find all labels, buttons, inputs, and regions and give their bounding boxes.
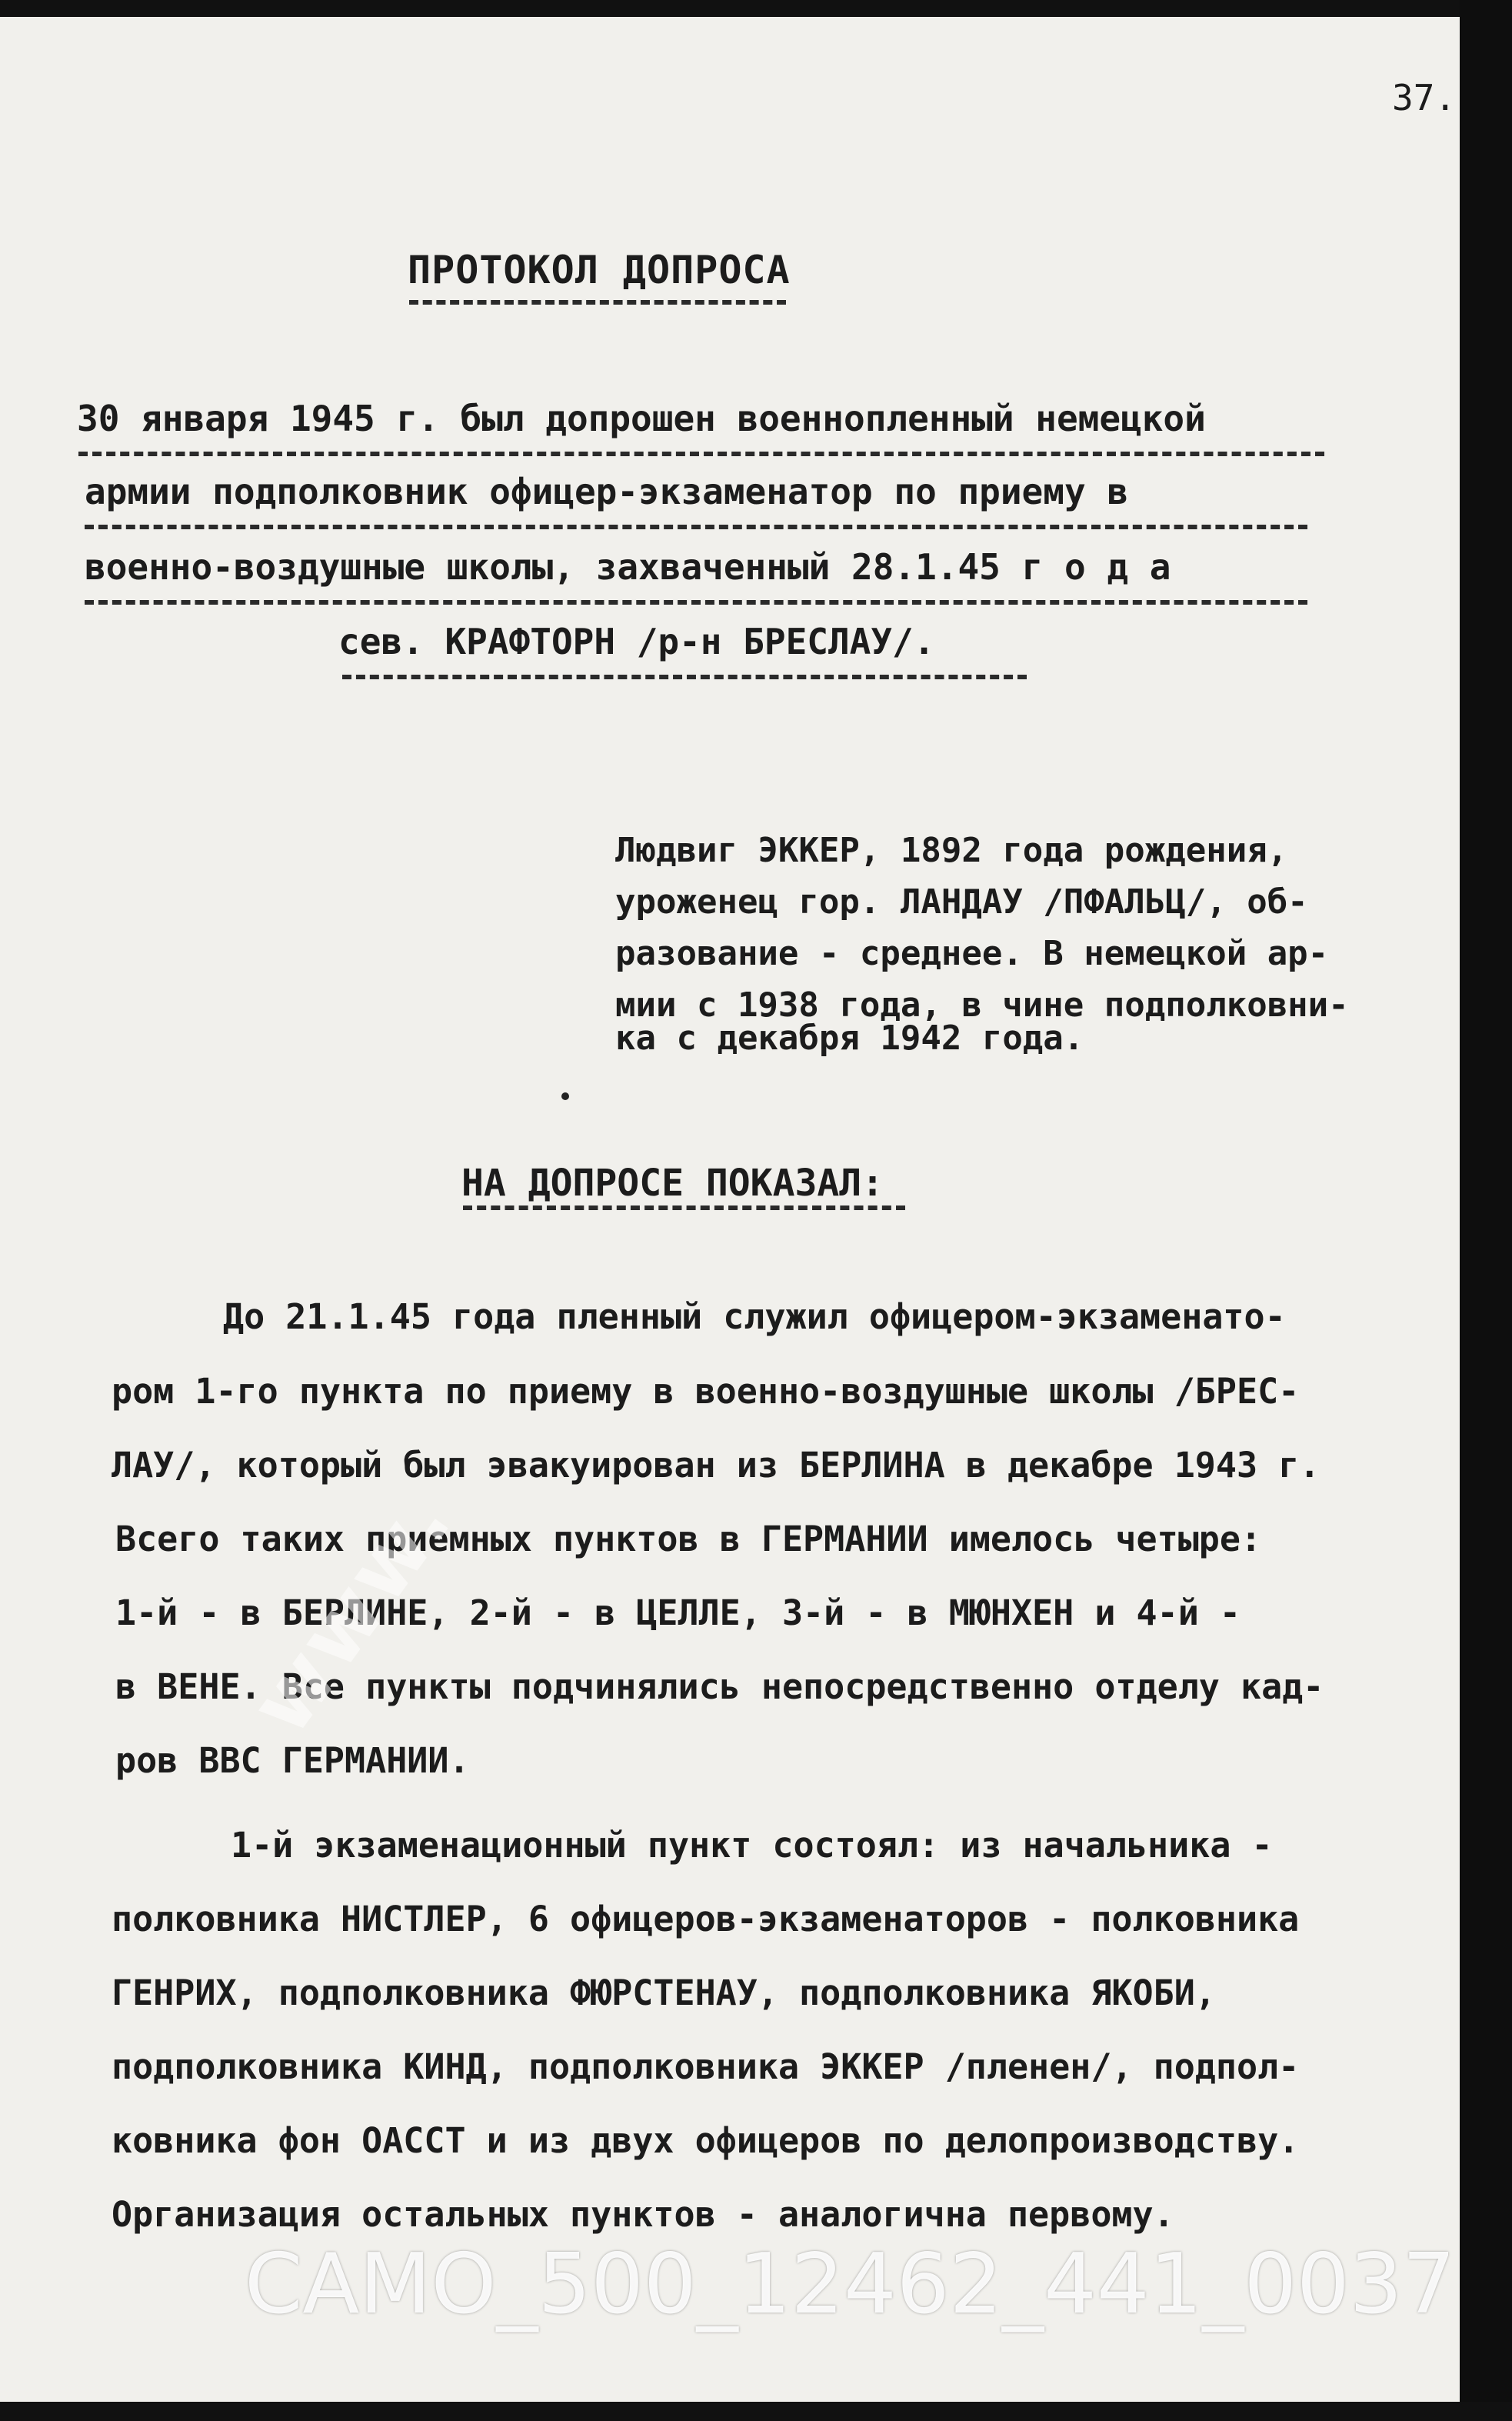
bio-line-3: разование - среднее. В немецкой ар- bbox=[615, 934, 1329, 973]
paragraph1-line-3: ЛАУ/, который был эвакуирован из БЕРЛИНА в декабре 1943 г. bbox=[112, 1445, 1321, 1486]
scan-border-top bbox=[0, 0, 1512, 17]
document-page bbox=[0, 17, 1460, 2402]
paragraph1-line-2: ром 1-го пункта по приему в военно-воздушные школы /БРЕС- bbox=[112, 1371, 1300, 1412]
diagonal-watermark: www. bbox=[231, 1472, 471, 1752]
bio-line-4: мии с 1938 года, в чине подполковни- bbox=[615, 985, 1349, 1025]
paragraph1-line-6: в ВЕНЕ. Все пункты подчинялись непосредственно отделу кад- bbox=[115, 1666, 1324, 1707]
intro-line-2: армии подполковник офицер-экзаменатор по приему в bbox=[85, 471, 1129, 512]
paragraph2-line-6: Организация остальных пунктов - аналогична первому. bbox=[112, 2194, 1174, 2235]
intro-line-3: военно-воздушные школы, захваченный 28.1.45 г о д а bbox=[85, 546, 1171, 588]
heading-underline bbox=[463, 1205, 905, 1210]
paragraph2-line-2: полковника НИСТЛЕР, 6 офицеров-экзаменаторов - полковника bbox=[112, 1899, 1300, 1939]
intro-underline-4 bbox=[342, 675, 1027, 679]
paragraph1-line-7: ров ВВС ГЕРМАНИИ. bbox=[115, 1740, 470, 1781]
paragraph2-line-4: подполковника КИНД, подполковника ЭККЕР /пленен/, подпол- bbox=[112, 2046, 1300, 2087]
section-heading: НА ДОПРОСЕ ПОКАЗАЛ: bbox=[461, 1162, 884, 1205]
page-number: 37. bbox=[1392, 77, 1457, 118]
document-title: ПРОТОКОЛ ДОПРОСА bbox=[408, 248, 791, 292]
paragraph2-line-3: ГЕНРИХ, подполковника ФЮРСТЕНАУ, подполковника ЯКОБИ, bbox=[112, 1972, 1216, 2013]
paragraph2-line-5: ковника фон ОАССТ и из двух офицеров по делопроизводству. bbox=[112, 2120, 1300, 2161]
bio-line-5: ка с декабря 1942 года. bbox=[615, 1019, 1084, 1058]
bio-line-2: уроженец гор. ЛАНДАУ /ПФАЛЬЦ/, об- bbox=[615, 882, 1308, 922]
ink-dot bbox=[561, 1092, 569, 1100]
paragraph1-line-1: До 21.1.45 года пленный служил офицером-экзаменато- bbox=[223, 1296, 1286, 1337]
intro-underline-2 bbox=[85, 525, 1307, 529]
title-underline bbox=[409, 300, 786, 305]
intro-line-4: сев. КРАФТОРН /р-н БРЕСЛАУ/. bbox=[338, 621, 935, 662]
intro-line-1: 30 января 1945 г. был допрошен военнопленный немецкой bbox=[77, 398, 1206, 439]
bio-line-1: Людвиг ЭККЕР, 1892 года рождения, bbox=[615, 831, 1288, 870]
intro-underline-1 bbox=[78, 452, 1324, 456]
intro-underline-3 bbox=[85, 600, 1307, 605]
scan-border-right bbox=[1460, 0, 1512, 2421]
paragraph1-line-5: 1-й - в БЕРЛИНЕ, 2-й - в ЦЕЛЛЕ, 3-й - в МЮНХЕН и 4-й - bbox=[115, 1592, 1241, 1633]
scan-border-bottom bbox=[0, 2402, 1512, 2421]
paragraph2-line-1: 1-й экзаменационный пункт состоял: из начальника - bbox=[231, 1825, 1273, 1866]
paragraph1-line-4: Всего таких приемных пунктов в ГЕРМАНИИ имелось четыре: bbox=[115, 1519, 1262, 1559]
archive-code-watermark: CAMO_500_12462_441_0037 bbox=[245, 2236, 1456, 2333]
